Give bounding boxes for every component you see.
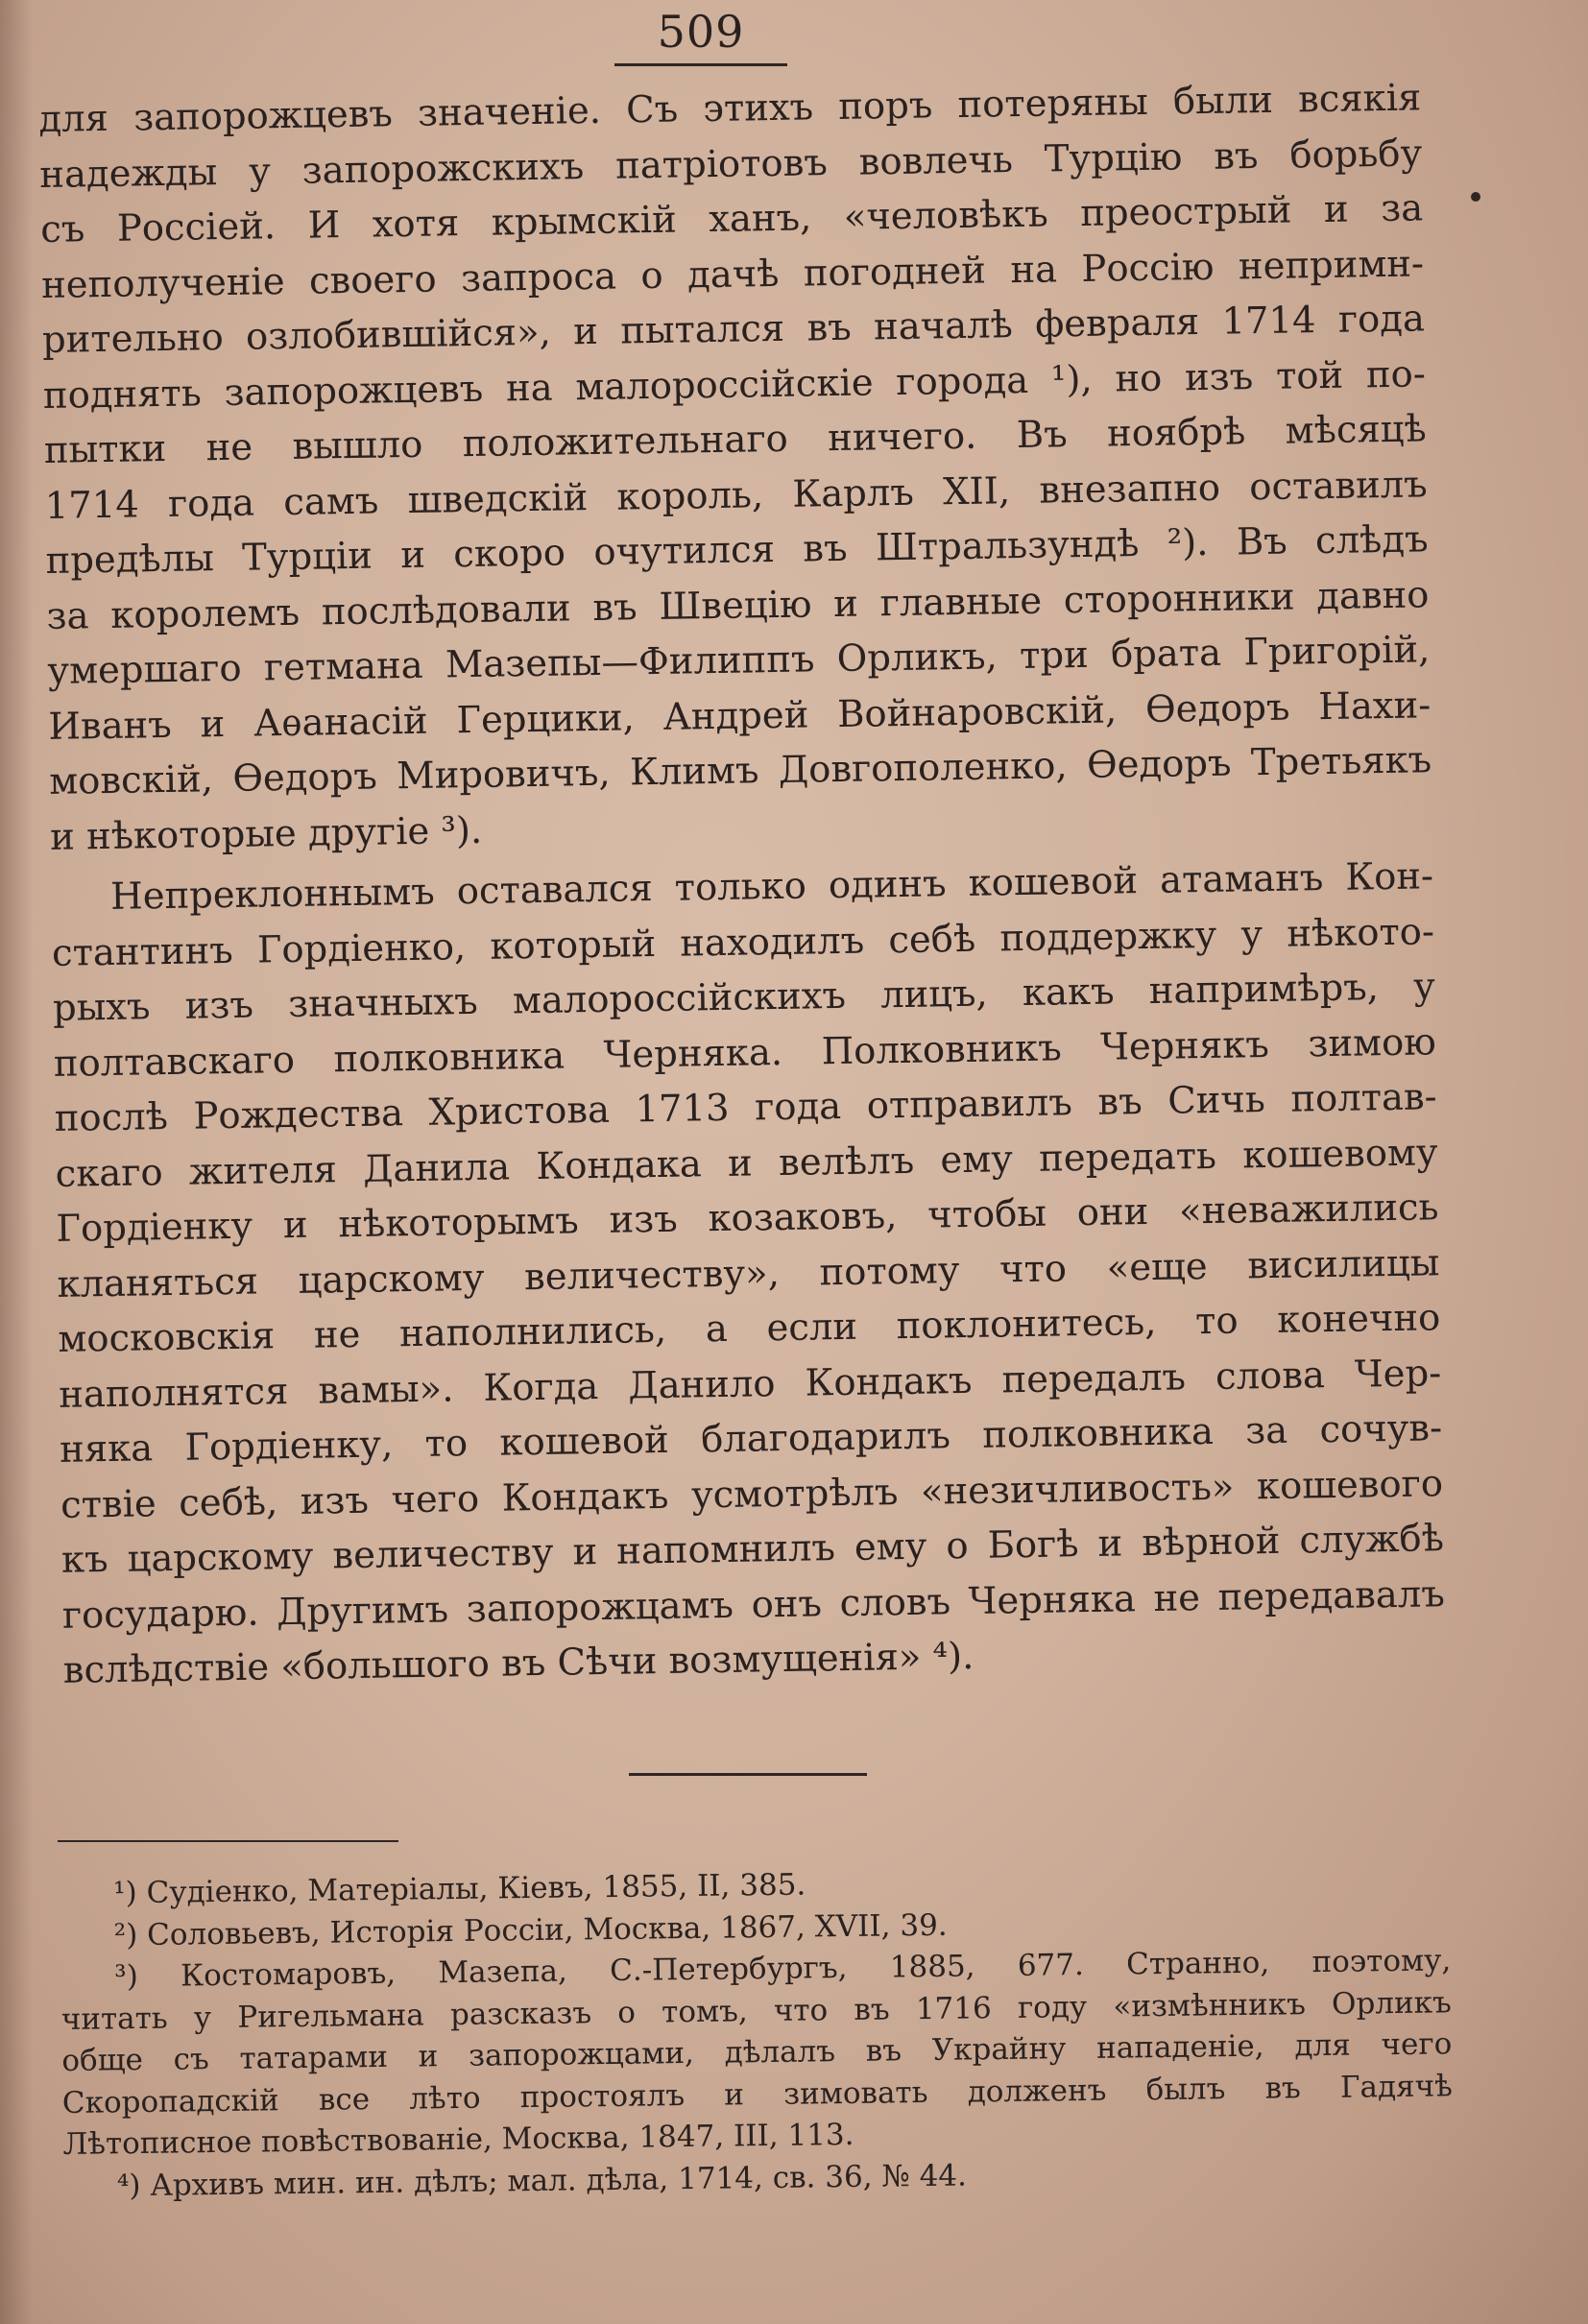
footnote-3-line: Лѣтописное повѣствованіе, Москва, 1847, III, 113. (62, 2117, 854, 2162)
text-line: поднять запорожцевъ на малороссійскіе города ¹), но изъ той по- (42, 351, 1427, 418)
text-line: няка Гордіенку, то кошевой благодарилъ полковника за сочув- (59, 1406, 1443, 1472)
text-line: Иванъ и Аѳанасій Герцики, Андрей Войнаровскій, Ѳедоръ Нахи- (48, 683, 1432, 749)
text-line: для запорожцевъ значеніе. Съ этихъ поръ потеряны были всякія (38, 76, 1422, 141)
text-line: 1714 года самъ шведскій король, Карлъ XII, внезапно оставилъ (44, 462, 1428, 528)
text-line: ствіе себѣ, изъ чего Кондакъ усмотрѣлъ «незичливость» кошевого (60, 1461, 1444, 1527)
text-line: рительно озлобившійся», и пытался въ началѣ февраля 1714 года (41, 297, 1426, 362)
text-line: Гордіенку и нѣкоторымъ изъ козаковъ, чтобы они «неважились (56, 1186, 1439, 1251)
text-line: послѣ Рождества Христова 1713 года отправилъ въ Сичь полтав- (54, 1075, 1437, 1140)
main-text (38, 70, 1446, 1698)
ink-speck (1471, 192, 1480, 202)
text-line: мовскій, Ѳедоръ Мировичъ, Климъ Довгополенко, Ѳедоръ Третьякъ (48, 738, 1432, 803)
text-line: къ царскому величеству и напомнилъ ему о Богѣ и вѣрной службѣ (60, 1517, 1445, 1582)
text-line: умершаго гетмана Мазепы—Филиппъ Орликъ, три брата Григорій, (47, 628, 1431, 693)
section-divider (629, 1773, 867, 1776)
text-line: неполученіе своего запроса о дачѣ погодней на Россію непримн- (40, 241, 1425, 307)
text-line: за королемъ послѣдовали въ Швецію и главные сторонники давно (46, 572, 1430, 638)
text-line: пытки не вышло положительнаго ничего. Въ ноябрѣ мѣсяцѣ (43, 407, 1428, 472)
text-line: предѣлы Турціи и скоро очутился въ Штральзундѣ ²). Въ слѣдъ (45, 517, 1429, 583)
page-number: 509 (657, 6, 745, 58)
footnote-3-line: обще съ татарами и запорожцами, дѣлалъ въ Украйну нападеніе, для чего (61, 2026, 1453, 2078)
footnote-3-line: читать у Ригельмана разсказъ о томъ, что въ 1716 году «измѣнникъ Орликъ (60, 1984, 1452, 2037)
text-line: московскія не наполнились, а если поклонитесь, то конечно (58, 1296, 1441, 1361)
text-line: кланяться царскому величеству», потому что «еще висилицы (57, 1240, 1440, 1306)
footnote-1: ¹) Судіенко, Матеріалы, Кіевъ, 1855, II, 385. (113, 1867, 806, 1911)
paragraph-2 (51, 849, 1446, 1698)
text-line: наполнятся вамы». Когда Данило Кондакъ передалъ слова Чер- (58, 1351, 1442, 1417)
text-line: надежды у запорожскихъ патріотовъ вовлечь Турцію въ борьбу (38, 131, 1423, 197)
footnote-4: ⁴) Архивъ мин. ин. дѣлъ; мал. дѣла, 1714, св. 36, № 44. (116, 2157, 968, 2203)
footnote-2: ²) Соловьевъ, Исторія Россіи, Москва, 1867, XVII, 39. (113, 1907, 948, 1953)
footnote-3: ³) Костомаровъ, Мазепа, С.-Петербургъ, 1885, 677. Странно, поэтому, (114, 1943, 1452, 1995)
text-line: и нѣкоторые другіе ³). (49, 808, 483, 859)
text-line: стантинъ Гордіенко, который находилъ себѣ поддержку у нѣкото- (51, 909, 1435, 975)
text-line: съ Россіей. И хотя крымскій ханъ, «человѣкъ преострый и за (39, 186, 1424, 252)
footnotes (60, 1857, 1454, 2208)
text-line: скаго жителя Данила Кондака и велѣлъ ему передать кошевому (55, 1130, 1438, 1196)
text-line: Непреклоннымъ оставался только одинъ кошевой атаманъ Кон- (109, 854, 1434, 919)
text-line: государю. Другимъ запорожцамъ онъ словъ Черняка не передавалъ (61, 1571, 1446, 1638)
text-line: вслѣдствіе «большого въ Сѣчи возмущенія» ⁴). (62, 1634, 974, 1692)
paragraph-1 (38, 70, 1432, 865)
page-binding-shadow (0, 0, 33, 2324)
text-line: полтавскаго полковника Черняка. Полковникъ Чернякъ зимою (53, 1019, 1437, 1086)
page-number-underline (614, 63, 787, 66)
text-line: рыхъ изъ значныхъ малороссійскихъ лицъ, какъ напримѣръ, у (52, 965, 1436, 1030)
footnote-3-line: Скоропадскій все лѣто простоялъ и зимовать долженъ былъ въ Гадячѣ (61, 2068, 1454, 2120)
footnote-rule (58, 1840, 398, 1842)
